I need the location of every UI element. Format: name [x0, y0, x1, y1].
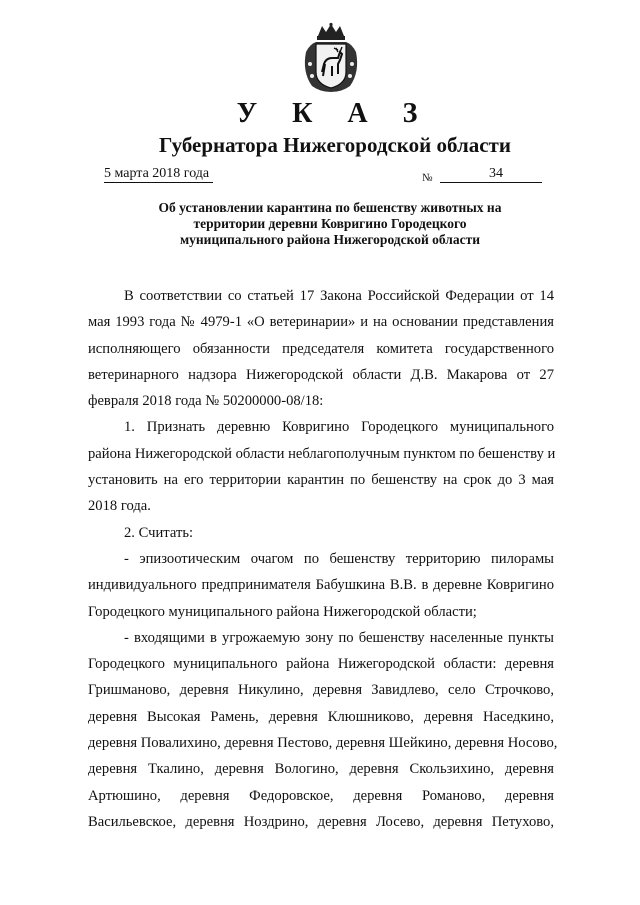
paragraph-line: индивидуального предпринимателя Бабушкина В.В. в деревне Ковригино: [88, 577, 554, 594]
paragraph-line: - эпизоотическим очагом по бешенству территорию пилорамы: [124, 550, 554, 567]
heading-line: территории деревни Ковригино Городецкого: [193, 216, 467, 231]
paragraph-line: мая 1993 года № 4979-1 «О ветеринарии» и на основании представления: [88, 314, 554, 331]
number-sign: №: [422, 172, 433, 184]
document-subtitle: Губернатора Нижегородской области: [159, 133, 511, 157]
document-heading: [120, 200, 540, 248]
paragraph-line: ветеринарного надзора Нижегородской области Д.В. Макарова от 27: [88, 366, 554, 383]
paragraph-line: февраля 2018 года № 50200000-08/18:: [88, 393, 324, 410]
heading-line: Об установлении карантина по бешенству животных на: [158, 200, 502, 215]
coat-of-arms-icon: [298, 22, 364, 94]
paragraph-line: 1. Признать деревню Ковригино Городецкого муниципального: [124, 419, 554, 436]
paragraph-line: Городецкого муниципального района Нижегородской области: деревня: [88, 656, 554, 673]
paragraph-line: Артюшино, деревня Федоровское, деревня Романово, деревня: [88, 787, 554, 804]
paragraph: [88, 625, 558, 835]
paragraph: [88, 546, 554, 625]
paragraph-line: В соответствии со статьей 17 Закона Российской Федерации от 14: [124, 288, 554, 304]
paragraph-line: 2018 года.: [88, 498, 151, 515]
document-body: [88, 283, 558, 835]
paragraph-line: Васильевское, деревня Ноздрино, деревня Лосево, деревня Петухово,: [88, 813, 554, 830]
paragraph-line: Гришманово, деревня Никулино, деревня Завидлево, село Строчково,: [88, 682, 554, 699]
paragraph-line: деревня Повалихино, деревня Пестово, деревня Шейкино, деревня Носово,: [88, 735, 558, 752]
paragraph-line: района Нижегородской области неблагополучным пунктом по бешенству и: [88, 445, 556, 462]
document-number: 34: [440, 166, 542, 183]
paragraph-line: деревня Ткалино, деревня Вологино, деревня Скользихино, деревня: [88, 761, 554, 778]
paragraph-line: Городецкого муниципального района Нижегородской области;: [88, 603, 477, 620]
paragraph-line: деревня Высокая Рамень, деревня Клюшниково, деревня Наседкино,: [88, 708, 554, 725]
paragraph-line: установить на его территории карантин по бешенству на срок до 3 мая: [88, 472, 554, 489]
paragraph: [88, 414, 554, 519]
paragraph: [88, 520, 554, 546]
heading-line: муниципального района Нижегородской области: [179, 232, 481, 247]
paragraph-line: исполняющего обязанности председателя комитета государственного: [88, 340, 554, 357]
document-title: У К А З: [236, 98, 432, 129]
document-date: 5 марта 2018 года: [104, 166, 213, 183]
paragraph: [88, 283, 554, 414]
paragraph-line: 2. Считать:: [124, 524, 194, 541]
paragraph-line: - входящими в угрожаемую зону по бешенству населенные пункты: [124, 629, 554, 646]
